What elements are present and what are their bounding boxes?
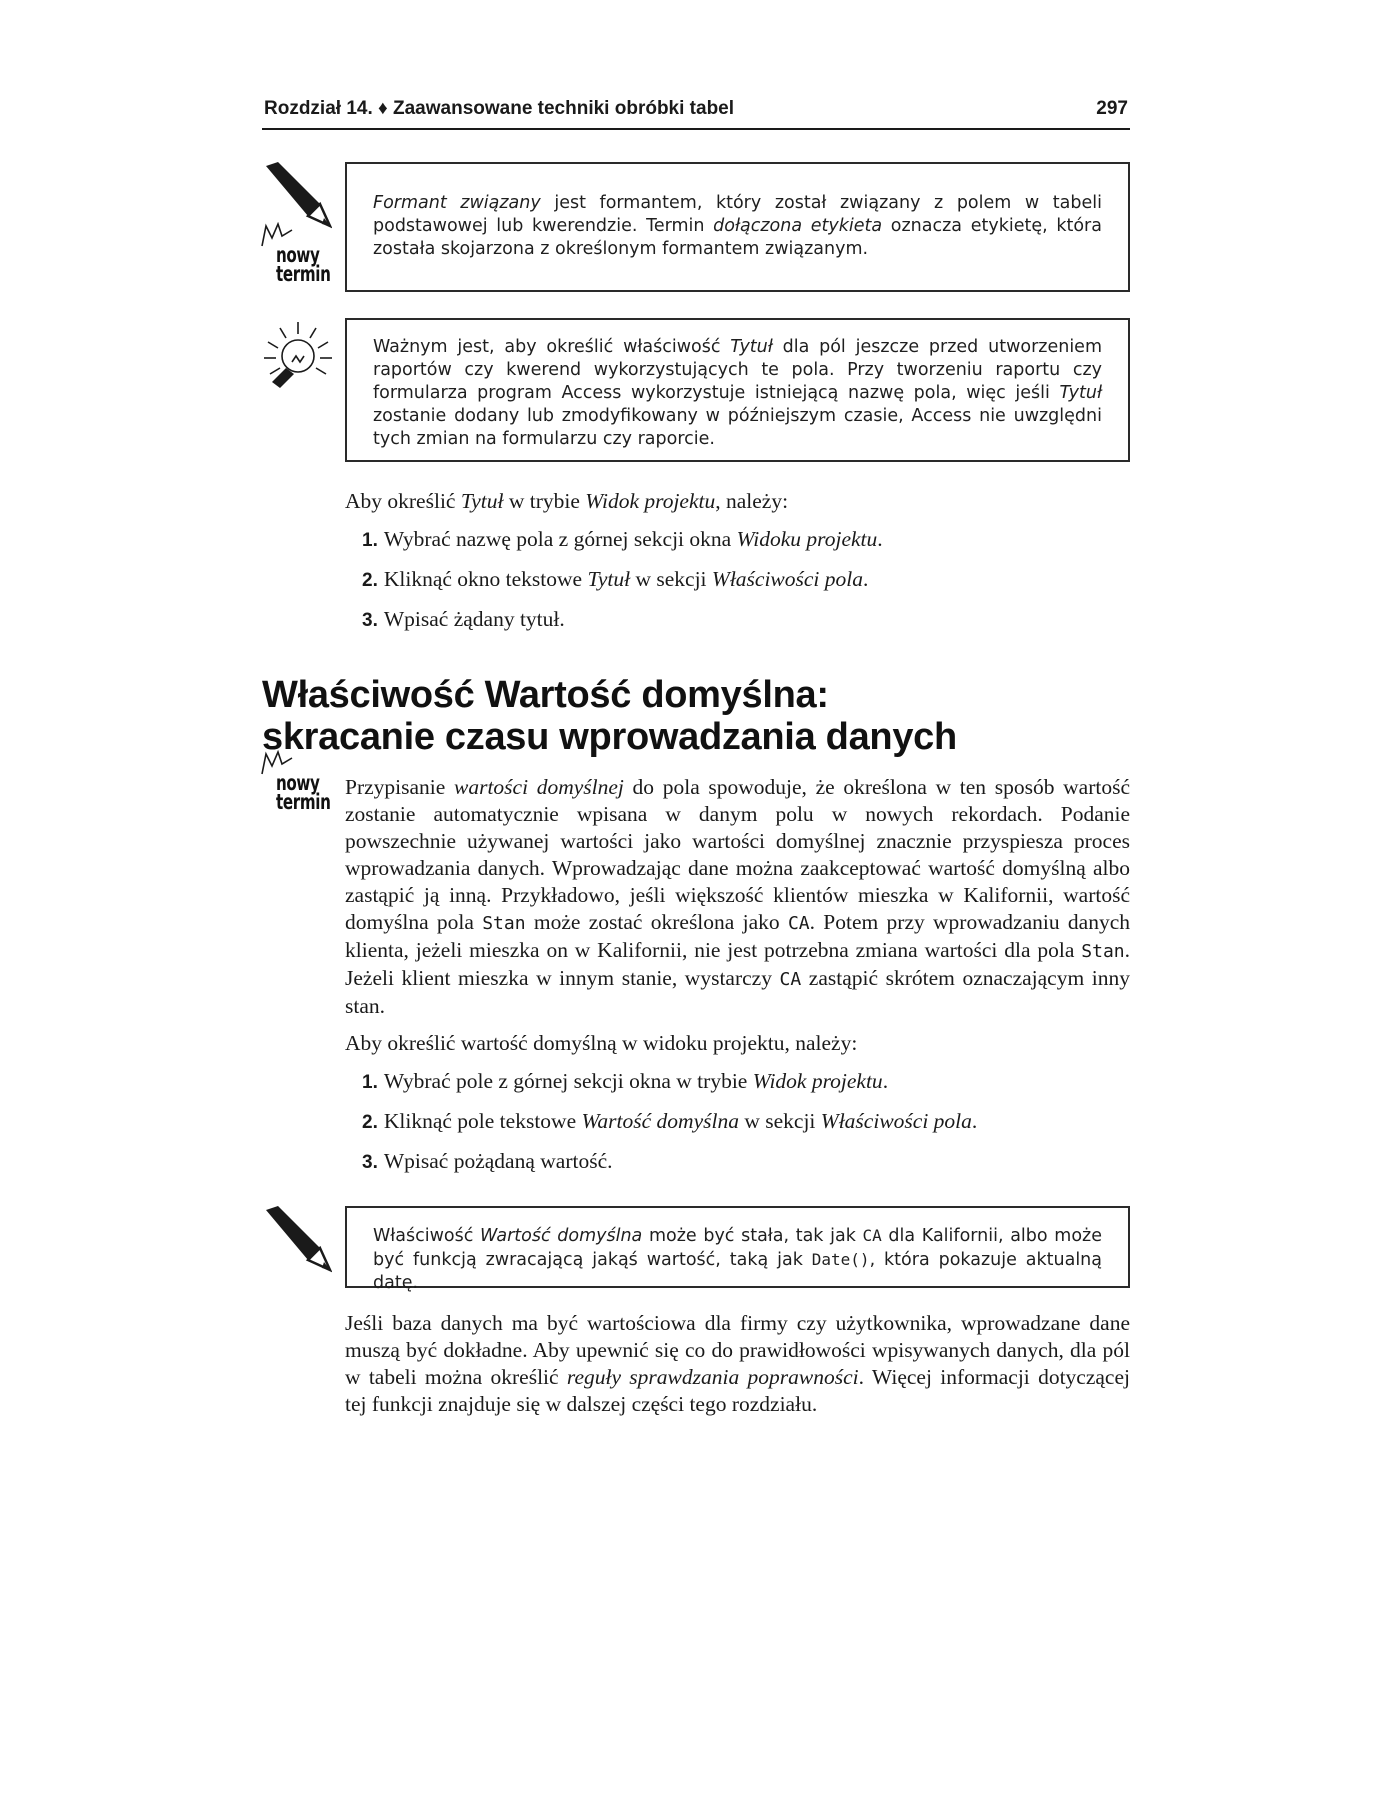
nowy-termin-icon: [276, 771, 352, 814]
list-item: 3. Wpisać pożądaną wartość.: [362, 1149, 613, 1173]
intro-title-steps: Aby określić Tytuł w trybie Widok projektu, należy:: [345, 489, 789, 513]
step-number: 2.: [362, 570, 378, 591]
lightbulb-icon: [258, 318, 338, 390]
pencil-icon: [262, 1206, 332, 1274]
nowy-label: nowy: [276, 771, 320, 795]
page-number: 297: [1096, 98, 1128, 119]
term: wartości domyślnej: [453, 775, 624, 799]
term: Formant związany: [373, 193, 541, 213]
nowy-label: nowy: [276, 243, 320, 267]
note-text: Właściwość Wartość domyślna może być stała, tak jak CA dla Kalifornii, albo może być funkcją zwracającą jakąś wartość, taką jak Date(), która pokazuje aktualną datę.: [373, 1226, 1103, 1293]
heading-line-1: Właściwość Wartość domyślna:: [262, 674, 829, 716]
code: CA: [779, 969, 802, 990]
running-header: [262, 96, 1130, 130]
term: Tytuł: [460, 489, 504, 513]
termin-label: termin: [276, 790, 331, 814]
chapter-title: Rozdział 14. ♦ Zaawansowane techniki obróbki tabel: [264, 98, 735, 119]
term: Właściwości pola: [711, 567, 863, 591]
step-number: 2.: [362, 1112, 378, 1133]
term: dołączona etykieta: [713, 216, 883, 236]
code: CA: [862, 1226, 882, 1245]
term: Tytuł: [730, 337, 773, 357]
note-box-bound-control: [345, 162, 1130, 292]
list-item: 3. Wpisać żądany tytuł.: [362, 607, 565, 631]
tip-text: Ważnym jest, aby określić właściwość Tytuł dla pól jeszcze przed utworzeniem raportów czy kwerend wykorzystujących te pola. Przy tworzeniu raportu czy formularza program Access wykorzystuje istniejącą nazwę pola, więc jeśli Tytuł zostanie dodany lub zmodyfikowany w późniejszym czasie, Access nie uwzględni tych zmian na formularzu czy raporcie.: [373, 337, 1102, 449]
term: Widok projektu: [752, 1069, 883, 1093]
heading-line-2: skracanie czasu wprowadzania danych: [262, 716, 957, 758]
note-box-default-value: [345, 1206, 1130, 1293]
term: Wartość domyślna: [581, 1109, 739, 1133]
code: CA: [787, 913, 810, 934]
list-item: 1. Wybrać pole z górnej sekcji okna w trybie Widok projektu.: [362, 1069, 889, 1093]
pencil-icon: [262, 162, 332, 230]
note-text: Formant związany jest formantem, który został związany z polem w tabeli podstawowej lub kwerendzie. Termin dołączona etykieta oznacza etykietę, która została skojarzona z określonym formantem związanym.: [373, 193, 1102, 259]
step-number: 1.: [362, 1072, 378, 1093]
term: reguły sprawdzania poprawności: [566, 1365, 859, 1389]
step-number: 1.: [362, 530, 378, 551]
step-number: 3.: [362, 610, 378, 631]
step-number: 3.: [362, 1152, 378, 1173]
tip-box-title-property: [345, 318, 1130, 462]
term: Tytuł: [1059, 383, 1102, 403]
code: Stan: [1081, 941, 1125, 962]
code: Stan: [482, 913, 526, 934]
termin-label: termin: [276, 262, 331, 286]
list-item: 1. Wybrać nazwę pola z górnej sekcji okna Widoku projektu.: [362, 527, 883, 551]
list-item: 2. Kliknąć pole tekstowe Wartość domyślna w sekcji Właściwości pola.: [362, 1109, 978, 1133]
body-paragraph-validation: Jeśli baza danych ma być wartościowa dla firmy czy użytkownika, wprowadzane dane muszą być dokładne. Aby upewnić się co do prawidłowości wpisywanych danych, dla pól w tabeli można określić reguły sprawdzania poprawności. Więcej informacji dotyczącej tej funkcji znajduje się w dalszej części tego rozdziału.: [345, 1311, 1130, 1416]
term: Właściwości pola: [820, 1109, 972, 1133]
section-heading: [262, 674, 1142, 758]
body-paragraph-default-value: Przypisanie wartości domyślnej do pola spowoduje, że określona w ten sposób wartość zostanie automatycznie wpisana w danym polu w nowych rekordach. Podanie powszechnie używanej wartości jako wartości domyślnej znacznie przyspiesza proces wprowadzania danych. Wprowadzając dane można zaakceptować wartość domyślną albo zastąpić ją inną. Przykładowo, jeśli większość klientów mieszka w Kalifornii, wartość domyślna pola Stan może zostać określona jako CA. Potem przy wprowadzaniu danych klienta, jeżeli mieszka on w Kalifornii, nie jest potrzebna zmiana wartości dla pola Stan. Jeżeli klient mieszka w innym stanie, wystarczy CA zastąpić skrótem oznaczającym inny stan.: [345, 775, 1130, 1018]
term: Tytuł: [587, 567, 631, 591]
nowy-termin-icon: [276, 243, 352, 286]
term: Wartość domyślna: [480, 1226, 643, 1246]
term: Widoku projektu: [736, 527, 878, 551]
intro-default-value-steps: Aby określić wartość domyślną w widoku projektu, należy:: [345, 1031, 858, 1055]
list-item: 2. Kliknąć okno tekstowe Tytuł w sekcji Właściwości pola.: [362, 567, 869, 591]
term: Widok projektu: [585, 489, 716, 513]
code: Date(): [811, 1250, 870, 1269]
